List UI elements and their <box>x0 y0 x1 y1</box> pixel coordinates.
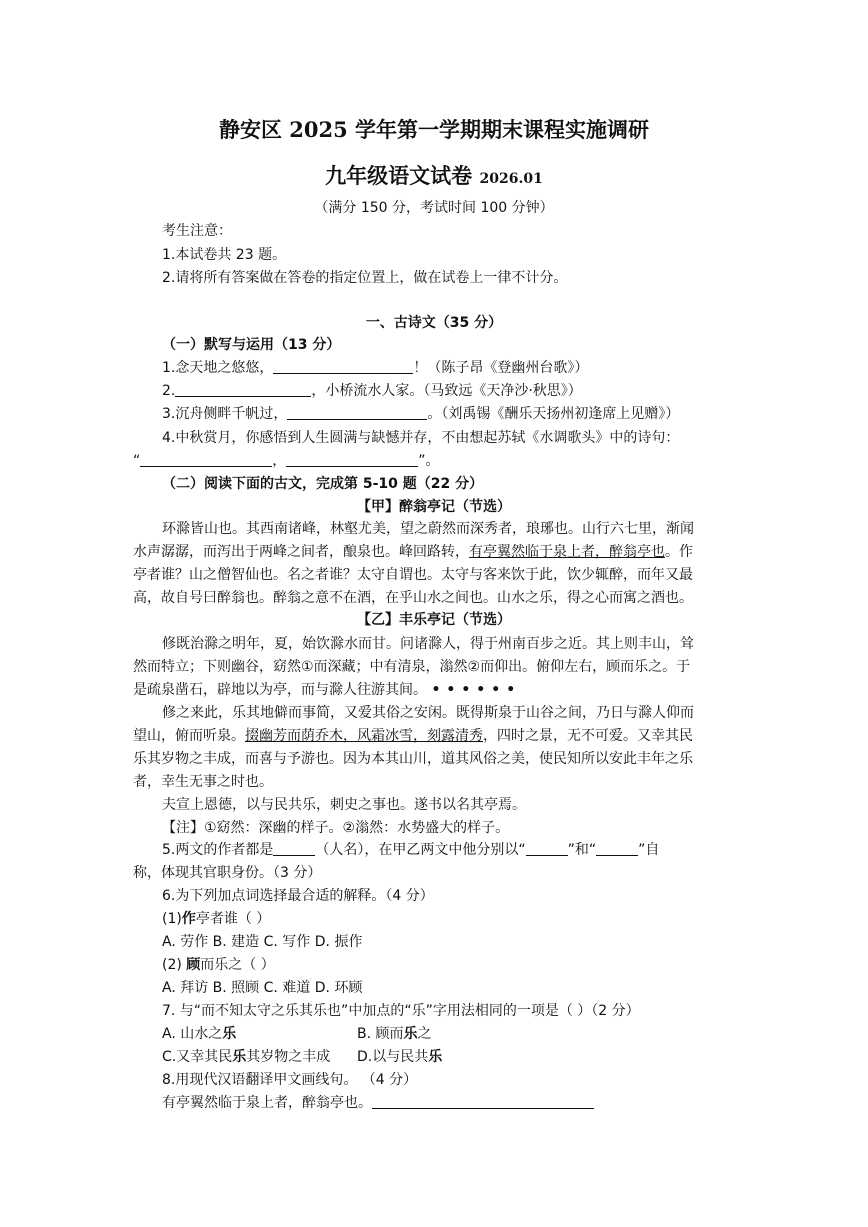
text-yi-line: 然而特立；下则幽谷，窈然①而深藏；中有清泉，滃然②而仰出。俯仰左右，顾而乐之。于 <box>133 659 691 675</box>
part2-heading: （二）阅读下面的古文，完成第 5-10 题（22 分） <box>162 476 484 492</box>
q6-1-text: 亭者谁（ ） <box>195 911 271 927</box>
q6-2-num: (2) <box>162 957 187 973</box>
text-jia-heading: 【甲】醉翁亭记（节选） <box>357 499 511 515</box>
option-text: 其岁物之丰成 <box>246 1049 331 1065</box>
text-yi-line <box>133 680 521 700</box>
quote-open: “ <box>133 453 141 469</box>
question-6: 6.为下列加点词选择最合适的解释。（4 分） <box>162 888 434 904</box>
question-7-option-b <box>357 1024 432 1044</box>
exam-meta: （满分 150 分，考试时间 100 分钟） <box>314 200 554 216</box>
exam-subtitle-grade <box>0 162 868 193</box>
dotted-word: 作 <box>181 911 196 927</box>
exam-date: 2026.01 <box>479 171 543 187</box>
option-text: D.以与民共 <box>357 1049 429 1065</box>
q6-1-num: (1) <box>162 911 182 927</box>
notice-item-2: 2.请将所有答案做在答卷的指定位置上，做在试卷上一律不计分。 <box>162 270 568 286</box>
answer-blank[interactable] <box>175 382 311 397</box>
q4-comma: ， <box>272 453 287 469</box>
text-yi-heading: 【乙】丰乐亭记（节选） <box>357 612 511 628</box>
question-2 <box>162 381 582 401</box>
text-segment: ，四时之景，无不可爱。又幸其民 <box>483 728 693 744</box>
question-6-1 <box>162 909 270 929</box>
text-yi-line: 者，幸生无事之时也。 <box>133 774 273 790</box>
answer-blank[interactable] <box>287 405 427 420</box>
grade-title: 九年级语文试卷 <box>325 163 473 188</box>
question-7-option-c <box>162 1047 330 1067</box>
answer-blank[interactable] <box>526 841 568 856</box>
answer-blank[interactable] <box>140 452 272 467</box>
question-7-option-d <box>357 1047 442 1067</box>
text-segment: 是疏泉凿石，辟地以为亭，而与滁人往游其间。 <box>133 682 427 698</box>
option-text: 之 <box>417 1026 432 1042</box>
answer-blank[interactable] <box>286 452 418 467</box>
question-4-answer <box>133 451 440 471</box>
q5-text: ”自 <box>638 842 660 858</box>
text-jia-line: 高，故自号曰醉翁也。醉翁之意不在酒，在乎山水之间也。山水之乐，得之心而寓之酒也。 <box>133 590 693 606</box>
q1-text-b: ！（陈子昂《登幽州台歌》） <box>413 360 589 376</box>
text-jia-line <box>133 542 693 562</box>
answer-blank[interactable] <box>273 359 413 374</box>
text-segment: 望山，俯而听泉。 <box>133 728 245 744</box>
q5-text: （人名），在甲乙两文中他分别以“ <box>315 842 526 858</box>
text-jia-line: 环滁皆山也。其西南诸峰，林壑尤美，望之蔚然而深秀者，琅琊也。山行六七里，渐闻 <box>162 521 694 537</box>
q3-text-b: 。（刘禹锡《酬乐天扬州初逢席上见赠》） <box>427 406 680 422</box>
q1-text-a: 1.念天地之悠悠， <box>162 360 274 376</box>
notice-heading: 考生注意： <box>162 223 232 239</box>
q2-text-a: 2. <box>162 383 176 399</box>
text-segment: 水声潺潺，而泻出于两峰之间者，酿泉也。峰回路转， <box>133 544 469 560</box>
question-7-option-a <box>162 1024 236 1044</box>
q2-text-b: ，小桥流水人家。（马致远《天净沙·秋思》） <box>311 383 582 399</box>
option-text: C.又幸其民 <box>162 1049 233 1065</box>
text-segment: 。作 <box>665 544 693 560</box>
quote-close: ”。 <box>418 453 440 469</box>
text-yi-line: 修既治滁之明年，夏，始饮滁水而甘。问诸滁人，得于州南百步之近。其上则丰山，耸 <box>162 636 694 652</box>
q8-sentence: 有亭翼然临于泉上者，醉翁亭也。 <box>162 1095 372 1111</box>
q5-text: 5.两文的作者都是 <box>162 842 274 858</box>
dotted-word: 乐 <box>222 1026 237 1042</box>
question-7: 7. 与“而不知太守之乐其乐也”中加点的“乐”字用法相同的一项是（ ）（2 分） <box>162 1003 640 1019</box>
question-6-2-options: A. 拜访 B. 照顾 C. 难道 D. 环顾 <box>162 980 363 996</box>
text-yi-line <box>133 726 693 746</box>
text-yi-line: 夫宣上恩德，以与民共乐，刺史之事也。遂书以名其亭焉。 <box>162 797 526 813</box>
option-text: A. 山水之 <box>162 1026 223 1042</box>
question-5 <box>162 840 659 860</box>
option-text: B. 顾而 <box>357 1026 404 1042</box>
dotted-word: 顾 <box>186 957 201 973</box>
question-6-1-options: A. 劳作 B. 建造 C. 写作 D. 振作 <box>162 934 363 950</box>
q3-text-a: 3.沉舟侧畔千帆过， <box>162 406 288 422</box>
question-5-cont: 称，体现其官职身份。（3 分） <box>133 865 322 881</box>
question-6-2 <box>162 955 275 975</box>
question-4: 4.中秋赏月，你感悟到人生圆满与缺憾并存，不由想起苏轼《水调歌头》中的诗句： <box>162 430 680 446</box>
answer-blank[interactable] <box>273 841 315 856</box>
q5-text: ”和“ <box>567 842 597 858</box>
question-1 <box>162 358 588 378</box>
underlined-sentence: 有亭翼然临于泉上者，醉翁亭也 <box>469 544 665 560</box>
text-yi-line: 修之来此，乐其地僻而事简，又爱其俗之安闲。既得斯泉于山谷之间，乃日与滁人仰而 <box>162 705 694 721</box>
text-yi-line: 乐其岁物之丰成，而喜与予游也。因为本其山川，道其风俗之美，使民知所以安此丰年之乐 <box>133 751 693 767</box>
exam-title: 静安区 2025 学年第一学期期末课程实施调研 <box>218 117 650 142</box>
dotted-word: 乐 <box>232 1049 247 1065</box>
q6-2-text: 而乐之（ ） <box>200 957 275 973</box>
answer-blank[interactable] <box>372 1094 594 1109</box>
answer-blank[interactable] <box>596 841 638 856</box>
ellipsis-dots: •••••• <box>431 682 522 698</box>
dotted-word: 乐 <box>403 1026 418 1042</box>
question-8: 8.用现代汉语翻译甲文画线句。 （4 分） <box>162 1072 418 1088</box>
text-note: 【注】①窈然：深幽的样子。②滃然：水势盛大的样子。 <box>162 820 510 836</box>
section-heading: 一、古诗文（35 分） <box>365 315 503 331</box>
question-8-line <box>162 1093 594 1113</box>
question-3 <box>162 404 679 424</box>
text-jia-line: 亭者谁？山之僧智仙也。名之者谁？太守自谓也。太守与客来饮于此，饮少辄醉，而年又最 <box>133 567 693 583</box>
underlined-sentence: 掇幽芳而荫乔木，风霜冰雪，刻露清秀 <box>245 728 483 744</box>
part1-heading: （一）默写与运用（13 分） <box>162 337 341 353</box>
dotted-word: 乐 <box>428 1049 443 1065</box>
notice-item-1: 1.本试卷共 23 题。 <box>162 247 287 263</box>
